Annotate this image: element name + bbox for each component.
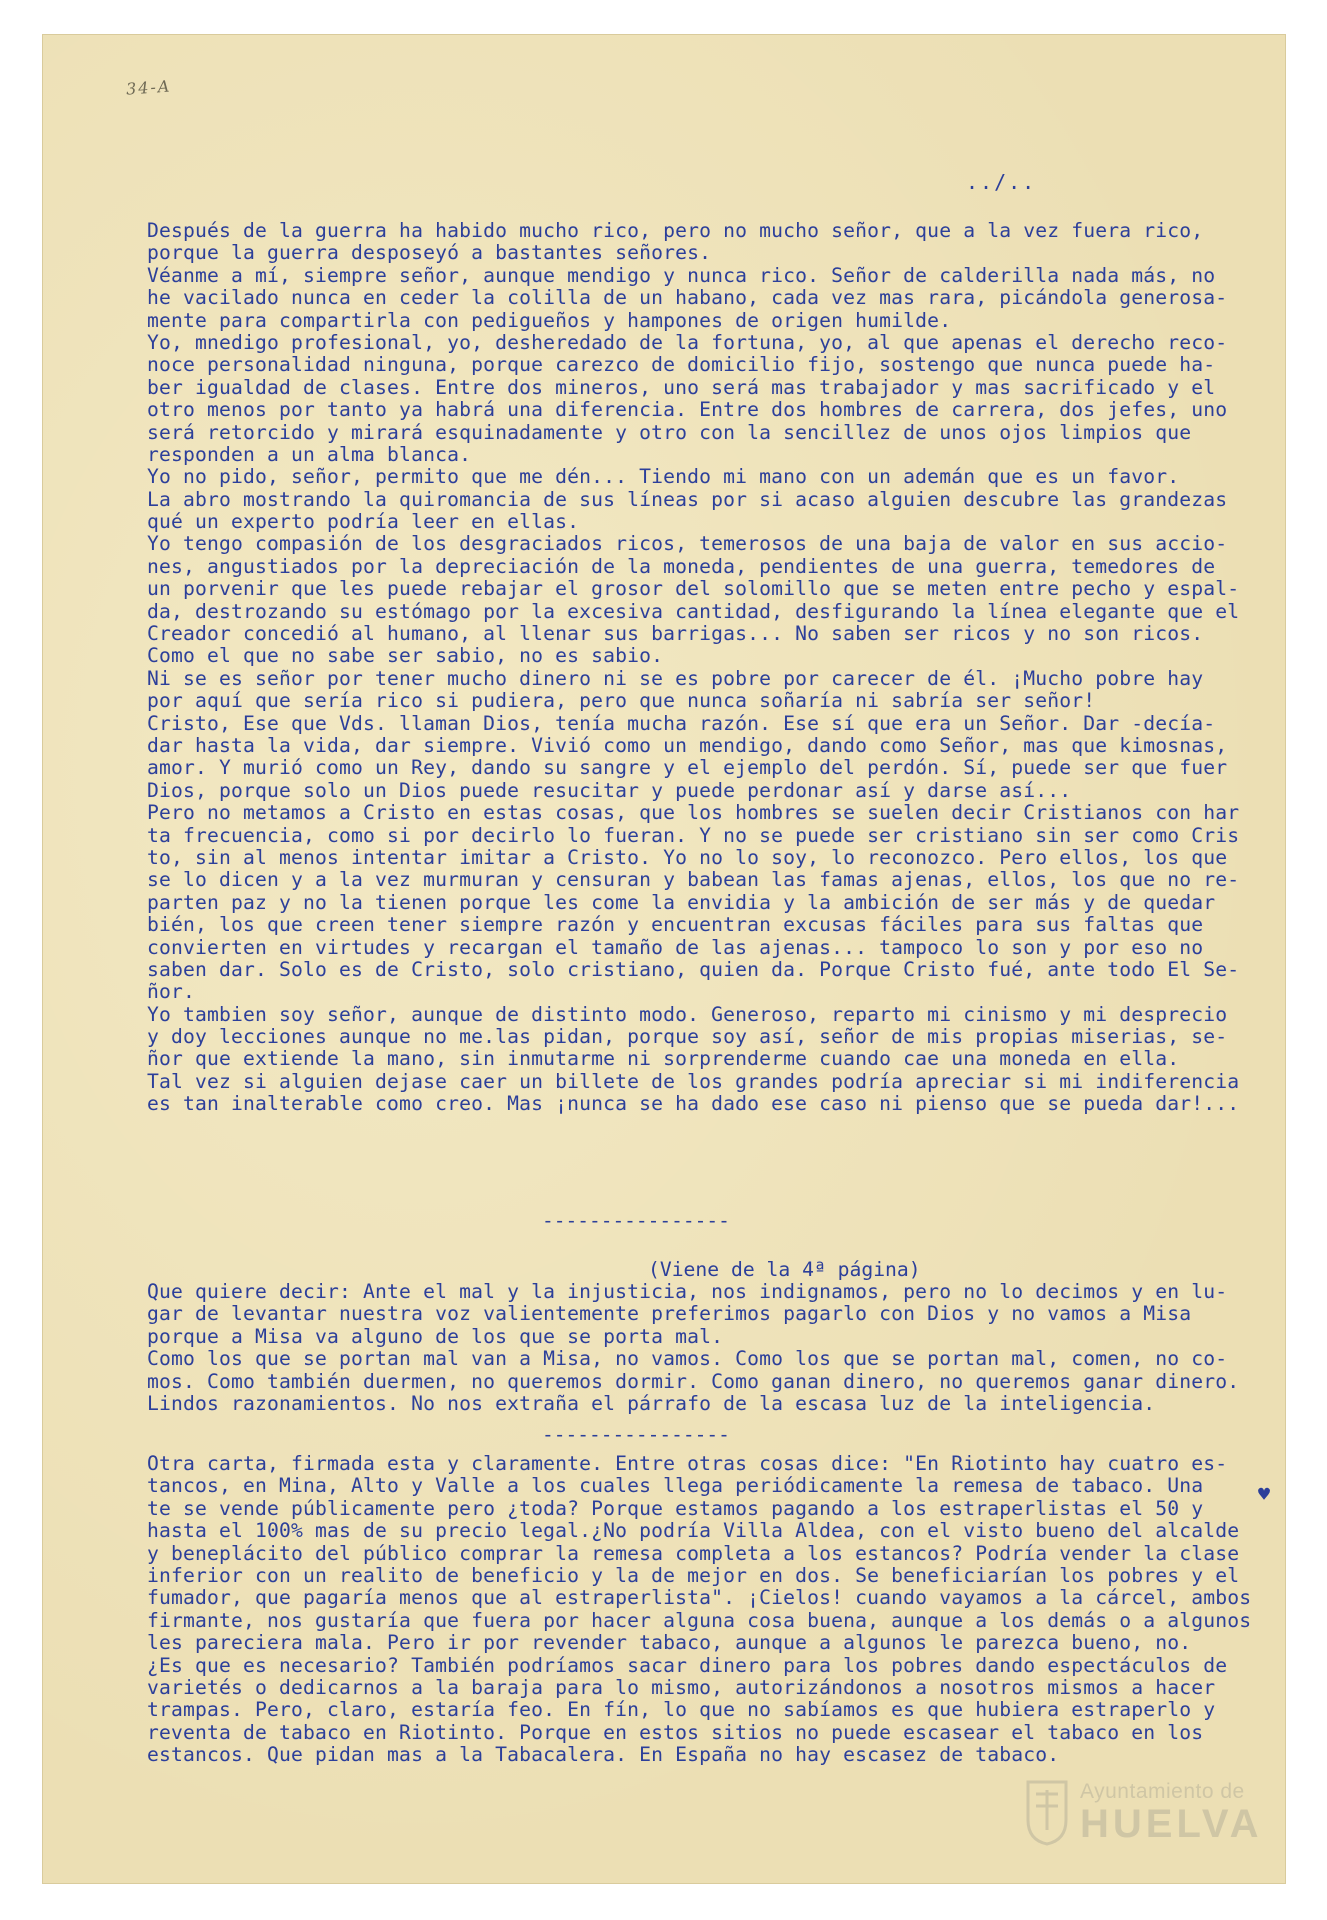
text-line: tancos, en Mina, Alto y Valle a los cuales llega periódicamente la remesa de tabaco. Una — [147, 1474, 1204, 1498]
text-line: dar hasta la vida, dar siempre. Vivió como un mendigo, dando como Señor, mas que kimosnas, — [147, 733, 1228, 757]
text-line: to, sin al menos intentar imitar a Cristo. Yo no lo soy, lo reconozco. Pero ellos, los que — [147, 845, 1228, 869]
text-line: Ni se es señor por tener mucho dinero ni se es pobre por carecer de él. ¡Mucho pobre hay — [147, 666, 1204, 690]
text-line: Dios, porque solo un Dios puede resucitar y puede perdonar así y darse así... — [147, 778, 1072, 802]
text-line: responden a un alma blanca. — [147, 442, 472, 466]
text-line: Otra carta, firmada esta y claramente. Entre otras cosas dice: "En Riotinto hay cuatro es- — [147, 1452, 1228, 1475]
text-line: por aquí que sería rico si pudiera, pero que nunca soñaría ni sabría ser señor! — [147, 689, 1096, 713]
text-line: Yo tengo compasión de los desgraciados ricos, temerosos de una baja de valor en sus accio- — [147, 532, 1228, 556]
text-line: mos. Como también duermen, no queremos dormir. Como ganan dinero, no queremos ganar dinero. — [147, 1369, 1240, 1393]
text-line: ñor. — [147, 980, 196, 1004]
letter-text-block — [147, 1453, 1259, 1766]
watermark-line-2: HUELVA — [1080, 1802, 1263, 1846]
text-line: porque a Misa va alguno de los que se porta mal. — [147, 1324, 724, 1348]
text-line: y beneplácito del público comprar la remesa completa a los estancos? Podría vender la clase — [147, 1541, 1240, 1565]
margin-heart-mark: ♥ — [1258, 1482, 1271, 1506]
archive-watermark — [1026, 1778, 1263, 1854]
text-line: amor. Y murió como un Rey, dando su sangre y el ejemplo del perdón. Sí, puede ser que fuer — [147, 756, 1228, 780]
text-line: La abro mostrando la quiromancia de sus líneas por si acaso alguien descubre las grandezas — [147, 487, 1228, 511]
watermark-line-1: Ayuntamiento de — [1080, 1780, 1245, 1803]
text-line: gar de levantar nuestra voz valientemente preferimos pagarlo con Dios y no vamos a Misa — [147, 1302, 1192, 1326]
text-line: te se vende públicamente pero ¿toda? Porque estamos pagando a los estraperlistas el 50 y — [147, 1496, 1204, 1520]
text-line: he vacilado nunca en ceder la colilla de un habano, cada vez mas rara, picándola generosa- — [147, 286, 1228, 310]
text-line: convierten en virtudes y recargan el tamaño de las ajenas... tampoco lo son y por eso no — [147, 935, 1204, 959]
text-line: será retorcido y mirará esquinadamente y otro con la sencillez de unos ojos limpios que — [147, 420, 1192, 444]
text-line: otro menos por tanto ya habrá una diferencia. Entre dos hombres de carrera, dos jefes, uno — [147, 398, 1228, 422]
continuation-text-block — [147, 1281, 1259, 1415]
text-line: Yo tambien soy señor, aunque de distinto modo. Generoso, reparto mi cinismo y mi desprecio — [147, 1002, 1228, 1026]
handwritten-note: 34-A — [125, 76, 172, 99]
text-line: Tal vez si alguien dejase caer un billete de los grandes podría apreciar si mi indiferencia — [147, 1069, 1240, 1093]
text-line: hasta el 100% mas de su precio legal.¿No podría Villa Aldea, con el visto bueno del alcalde — [147, 1519, 1240, 1543]
text-line: Cristo, Ese que Vds. llaman Dios, tenía mucha razón. Ese sí que era un Señor. Dar -decía- — [147, 711, 1216, 735]
text-line: Pero no metamos a Cristo en estas cosas, que los hombres se suelen decir Cristianos con har — [147, 801, 1240, 825]
main-text-block — [147, 220, 1259, 1116]
text-line: saben dar. Solo es de Cristo, solo cristiano, quien da. Porque Cristo fué, ante todo El Se- — [147, 957, 1240, 981]
continuation-heading: (Viene de la 4ª página) — [648, 1258, 921, 1281]
text-line: nes, angustiados por la depreciación de la moneda, pendientes de una guerra, temedores de — [147, 554, 1216, 578]
coat-of-arms-icon — [1026, 1780, 1068, 1846]
text-line: fumador, que pagaría menos que al estraperlista". ¡Cielos! cuando vayamos a la cárcel, ambos — [147, 1586, 1252, 1610]
text-line: Creador concedió al humano, al llenar sus barrigas... No saben ser ricos y no son ricos. — [147, 622, 1204, 646]
text-line: les pareciera mala. Pero ir por revender tabaco, aunque a algunos le parezca bueno, no. — [147, 1631, 1192, 1655]
text-line: trampas. Pero, claro, estaría feo. En fín, lo que no sabíamos es que hubiera estraperlo y — [147, 1698, 1216, 1722]
text-line: ta frecuencia, como si por decirlo lo fueran. Y no se puede ser cristiano sin ser como Cris — [147, 823, 1240, 847]
text-line: parten paz y no la tienen porque les come la envidia y la ambición de ser más y de quedar — [147, 890, 1216, 914]
page-continuation-marker: ../.. — [966, 170, 1037, 194]
text-line: Yo no pido, señor, permito que me dén... Tiendo mi mano con un ademán que es un favor. — [147, 465, 1180, 489]
text-line: bién, los que creen tener siempre razón y encuentran excusas fáciles para sus faltas que — [147, 913, 1204, 937]
text-line: Como los que se portan mal van a Misa, no vamos. Como los que se portan mal, comen, no co- — [147, 1347, 1228, 1371]
text-line: da, destrozando su estómago por la excesiva cantidad, desfigurando la línea elegante que el — [147, 599, 1240, 623]
text-line: noce personalidad ninguna, porque carezco de domicilio fijo, sostengo que nunca puede ha- — [147, 353, 1216, 377]
text-line: Véanme a mí, siempre señor, aunque mendigo y nunca rico. Señor de calderilla nada más, no — [147, 263, 1216, 287]
text-line: ñor que extiende la mano, sin inmutarme ni sorprenderme cuando cae una moneda en ella. — [147, 1047, 1180, 1071]
text-line: inferior con un realito de beneficio y la de mejor en dos. Se beneficiarían los pobres y el — [147, 1563, 1240, 1587]
text-line: Después de la guerra ha habido mucho rico, pero no mucho señor, que a la vez fuera rico, — [147, 219, 1204, 242]
text-line: varietés o dedicarnos a la baraja para lo mismo, autorizándonos a nosotros mismos a hacer — [147, 1675, 1216, 1699]
text-line: porque la guerra desposeyó a bastantes señores. — [147, 241, 712, 265]
text-line: se lo dicen y a la vez murmuran y censuran y babean las famas ajenas, ellos, los que no re- — [147, 868, 1240, 892]
section-separator: ---------------- — [542, 1209, 730, 1232]
text-line: Como el que no sabe ser sabio, no es sabio. — [147, 644, 664, 668]
text-line: firmante, nos gustaría que fuera por hacer alguna cosa buena, aunque a los demás o a algunos — [147, 1608, 1252, 1632]
text-line: es tan inalterable como creo. Mas ¡nunca se ha dado ese caso ni pienso que se pueda dar!... — [147, 1092, 1240, 1116]
text-line: reventa de tabaco en Riotinto. Porque en estos sitios no puede escasear el tabaco en los — [147, 1720, 1204, 1744]
section-separator: ---------------- — [542, 1423, 730, 1446]
text-line: un porvenir que les puede rebajar el grosor del solomillo que se meten entre pecho y espal- — [147, 577, 1240, 601]
text-line: Que quiere decir: Ante el mal y la injusticia, nos indignamos, pero no lo decimos y en lu- — [147, 1280, 1228, 1303]
text-line: ¿Es que es necesario? También podríamos sacar dinero para los pobres dando espectáculos de — [147, 1653, 1228, 1677]
text-line: y doy lecciones aunque no me.las pidan, porque soy así, señor de mis propias miserias, se- — [147, 1025, 1228, 1049]
text-line: ber igualdad de clases. Entre dos mineros, uno será mas trabajador y mas sacrificado y el — [147, 375, 1216, 399]
text-line: qué un experto podría leer en ellas. — [147, 510, 580, 534]
text-line: Yo, mnedigo profesional, yo, desheredado de la fortuna, yo, al que apenas el derecho reco- — [147, 330, 1228, 354]
text-line: estancos. Que pidan mas a la Tabacalera. En España no hay escasez de tabaco. — [147, 1743, 1060, 1767]
text-line: Lindos razonamientos. No nos extraña el párrafo de la escasa luz de la inteligencia. — [147, 1391, 1156, 1415]
text-line: mente para compartirla con pedigueños y hampones de origen humilde. — [147, 308, 952, 332]
